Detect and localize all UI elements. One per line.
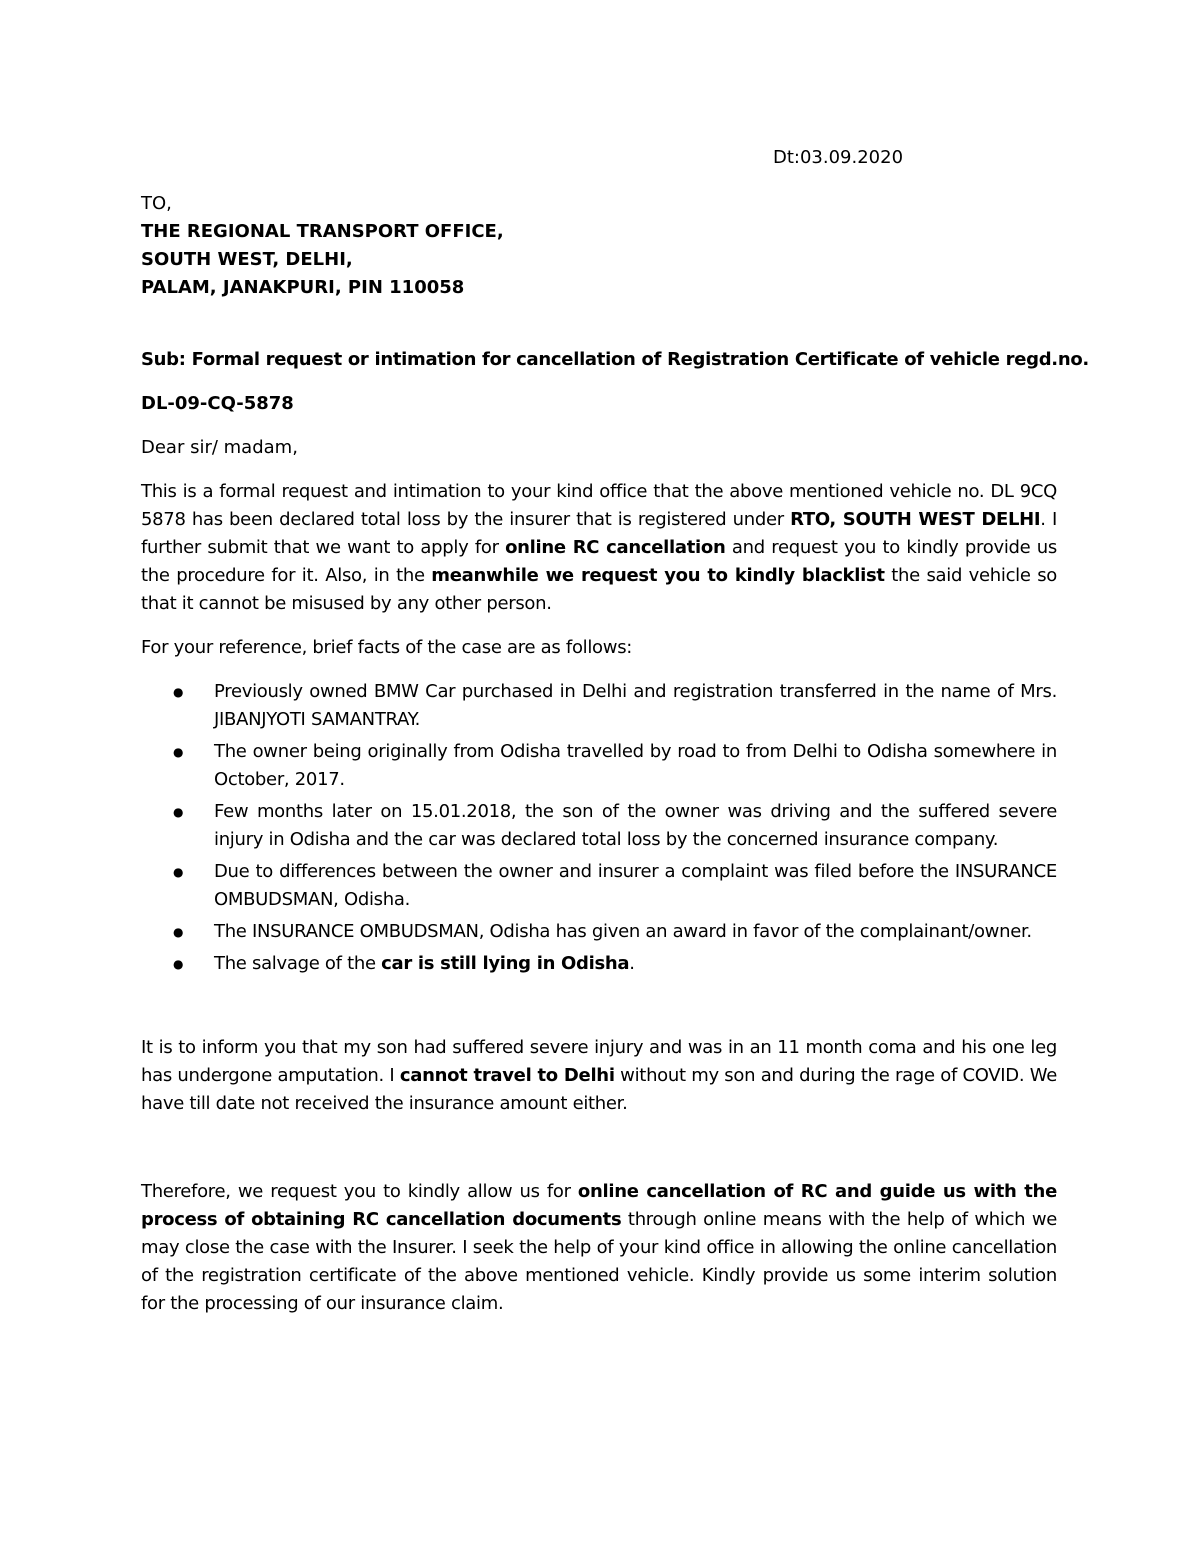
bold-run: online RC cancellation	[505, 537, 726, 558]
bold-run: RTO, SOUTH WEST DELHI	[790, 509, 1041, 530]
reference-intro: For your reference, brief facts of the case are as follows:	[141, 637, 633, 658]
text-run: .	[629, 953, 635, 974]
list-item	[170, 950, 1057, 978]
bold-run: car is still lying in Odisha	[381, 953, 630, 974]
recipient-address	[141, 190, 504, 302]
text-run: and request you to kindly provide us the procedure for it. Also, in the	[141, 537, 1057, 586]
list-item	[170, 678, 1057, 734]
bold-run: cannot travel to Delhi	[399, 1065, 615, 1086]
letter-date: Dt:03.09.2020	[773, 147, 904, 168]
bullet-icon: ●	[173, 805, 184, 819]
subject-line: Sub: Formal request or intimation for cancellation of Registration Certificate of vehicle regd.no.	[141, 349, 1089, 370]
text-run: the said vehicle so that it cannot be misused by any other person.	[141, 565, 1058, 614]
text-run: without my son and during the rage of COVID. We have till date not received the insurance amount either.	[141, 1065, 1057, 1114]
paragraph-closing-request	[141, 1178, 1057, 1318]
address-line-1: THE REGIONAL TRANSPORT OFFICE,	[141, 221, 504, 242]
facts-list	[170, 678, 1057, 982]
list-item	[170, 858, 1057, 914]
registration-number: DL-09-CQ-5878	[141, 393, 294, 414]
text-run: . I further submit that we want to apply for	[141, 509, 1057, 558]
list-item	[170, 798, 1057, 854]
list-item	[170, 738, 1057, 794]
text-run: It is to inform you that my son had suffered severe injury and was in an 11 month coma and his one leg has undergone amputation. I	[141, 1037, 1057, 1086]
bullet-icon: ●	[173, 865, 184, 879]
text-run: Therefore, we request you to kindly allow us for	[141, 1181, 578, 1202]
address-line-2: SOUTH WEST, DELHI,	[141, 249, 353, 270]
fact-text: Previously owned BMW Car purchased in Delhi and registration transferred in the name of Mrs. JIBANJYOTI SAMANTRAY.	[214, 681, 1057, 730]
address-to: TO,	[141, 193, 172, 214]
text-run: This is a formal request and intimation to your kind office that the above mentioned vehicle no. DL 9CQ 5878 has been declared total loss by the insurer that is registered under	[141, 481, 1057, 530]
fact-text: Few months later on 15.01.2018, the son of the owner was driving and the suffered severe injury in Odisha and the car was declared total loss by the concerned insurance company.	[214, 801, 1057, 850]
salutation: Dear sir/ madam,	[141, 437, 298, 458]
text-run: through online means with the help of which we may close the case with the Insurer. I seek the help of your kind office in allowing the online cancellation of the registration certificate of the above mentioned vehicle. Kindly provide us some interim solution for the processing of our insurance claim.	[141, 1209, 1058, 1314]
fact-text: The INSURANCE OMBUDSMAN, Odisha has given an award in favor of the complainant/owner.	[214, 921, 1032, 942]
bold-run: online cancellation of RC and guide us with the process of obtaining RC cancellation documents	[141, 1181, 1057, 1230]
address-line-3: PALAM, JANAKPURI, PIN 110058	[141, 277, 465, 298]
bullet-icon: ●	[173, 745, 184, 759]
list-item	[170, 918, 1057, 946]
fact-text: Due to differences between the owner and insurer a complaint was filed before the INSURANCE OMBUDSMAN, Odisha.	[214, 861, 1057, 910]
paragraph-circumstances	[141, 1034, 1057, 1118]
paragraph-request	[141, 478, 1057, 618]
bold-run: meanwhile we request you to kindly blacklist	[431, 565, 885, 586]
bullet-icon: ●	[173, 685, 184, 699]
fact-text: The owner being originally from Odisha travelled by road to from Delhi to Odisha somewhere in October, 2017.	[214, 741, 1057, 790]
bullet-icon: ●	[173, 957, 184, 971]
bullet-icon: ●	[173, 925, 184, 939]
text-run: The salvage of the	[214, 953, 382, 974]
